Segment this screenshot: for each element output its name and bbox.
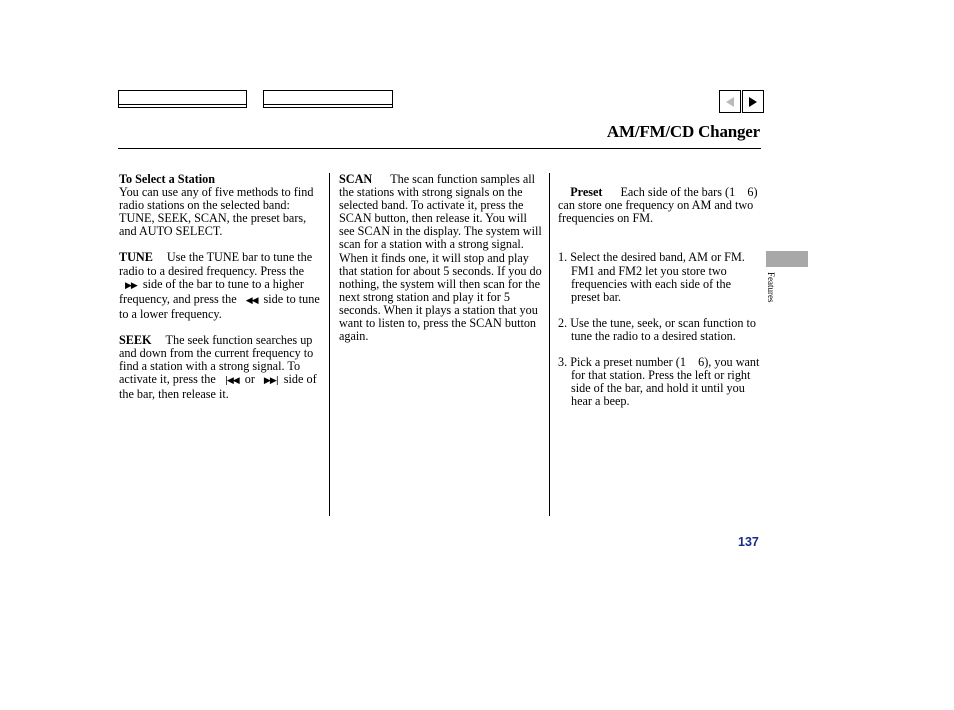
column-divider <box>549 173 550 516</box>
list-item: 3. Pick a preset number (1 6), you want for that station. Press the left or right side of the bar, and hold it until you hear a beep. <box>558 355 763 409</box>
fast-forward-icon: ▶▶ <box>125 280 137 291</box>
preset-term: Preset <box>570 185 603 200</box>
seek-term: SEEK <box>119 332 152 347</box>
scan-paragraph: SCAN The scan function samples all the stations with strong signals on the selected band. To activate it, press the SCAN button, then release it. You will see SCAN in the display. The system will scan for a station with a strong signal. When it finds one, it will stop and play that station for about 5 seconds. If you do nothing, the system will then scan for the next strong station and play it for 5 seconds. When it plays a station that you want to listen to, press the SCAN button again. <box>339 172 542 344</box>
rewind-icon: ◀◀ <box>245 295 258 306</box>
arrow-left-icon <box>726 97 734 107</box>
intro-text: You can use any of five methods to find radio stations on the selected band: TUNE, SEEK, SCAN, the preset bars, and AUTO SELECT. <box>119 185 314 239</box>
scan-term: SCAN <box>339 172 373 186</box>
list-item: 1. Select the desired band, AM or FM. FM1 and FM2 let you store two frequencies with each side of the preset bar. <box>558 250 745 304</box>
seek-paragraph: SEEK The seek function searches up and down from the current frequency to find a station with a strong signal. To activate it, press the |◀◀ or ▶▶| side of the bar, then release it. <box>119 332 317 402</box>
main-menu-button[interactable] <box>118 90 247 108</box>
column-select-station <box>119 173 324 401</box>
features-tab-label: Features <box>766 272 776 303</box>
page-title: AM/FM/CD Changer <box>606 122 760 141</box>
tune-term: TUNE <box>119 250 153 265</box>
features-tab[interactable] <box>766 251 808 267</box>
section-heading: To Select a Station <box>119 172 216 186</box>
next-page-button[interactable] <box>742 90 764 113</box>
list-item: 2. Use the tune, seek, or scan function to tune the radio to a desired station. <box>558 315 756 343</box>
page-number: 137 <box>738 535 759 549</box>
preset-paragraph: Preset Each side of the bars (1 6) can store one frequency on AM and two frequencies on FM. <box>558 185 761 226</box>
column-divider <box>329 173 330 516</box>
index-button[interactable] <box>263 90 393 108</box>
tune-paragraph: TUNE Use the TUNE bar to tune the radio to a desired frequency. Press the ▶▶ side of the bar to tune to a higher frequency, and press the ◀◀ side to tune to a lower frequency. <box>119 250 320 321</box>
title-divider <box>118 148 761 149</box>
skip-back-icon: |◀◀ <box>224 376 239 387</box>
skip-forward-icon: ▶▶| <box>263 376 278 387</box>
previous-page-button[interactable] <box>719 90 741 113</box>
column-preset <box>558 173 761 408</box>
column-scan <box>339 173 544 343</box>
arrow-right-icon <box>749 97 757 107</box>
